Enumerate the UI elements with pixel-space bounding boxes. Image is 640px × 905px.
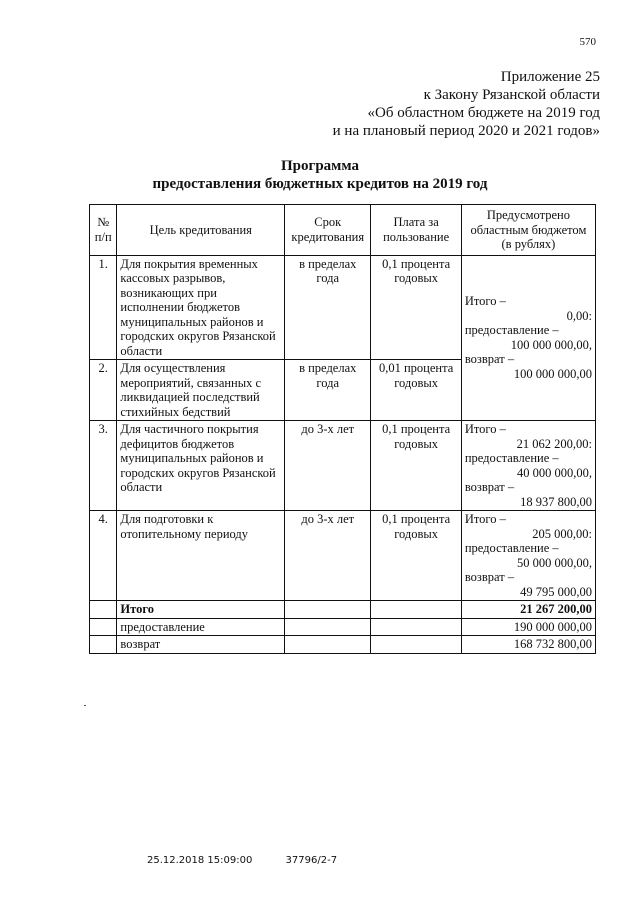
sum-vozv-value: 100 000 000,00	[513, 366, 592, 381]
sum-itogo-value: 205 000,00:	[532, 526, 592, 541]
row-sum-4	[461, 511, 595, 601]
row-goal: Для осуществления мероприятий, связанных с ликвидацией последствий стихийных бедствий	[117, 360, 285, 421]
page-number: 570	[579, 36, 596, 48]
sum-itogo-value: 0,00:	[566, 308, 592, 323]
sum-pred-value: 100 000 000,00,	[510, 337, 592, 352]
row-fee: 0,01 процента годовых	[371, 360, 461, 421]
title-line-2: предоставления бюджетных кредитов на 2019 год	[152, 176, 488, 192]
totals-itogo-label: Итого	[117, 601, 285, 619]
sum-pred-label: предоставление –	[464, 323, 559, 338]
row-term: в пределах года	[285, 255, 371, 360]
row-fee: 0,1 процента годовых	[371, 421, 461, 511]
empty-cell	[90, 618, 117, 636]
empty-cell	[371, 636, 461, 654]
row-term: до 3-х лет	[285, 511, 371, 601]
table-row	[90, 255, 596, 360]
footer-doc-id: 37796/2-7	[285, 855, 338, 866]
sum-pred-value: 50 000 000,00,	[517, 555, 592, 570]
header-sum: Предусмотрено областным бюджетом (в рублях)	[461, 205, 595, 256]
row-fee: 0,1 процента годовых	[371, 511, 461, 601]
empty-cell	[371, 601, 461, 619]
row-goal: Для подготовки к отопительному периоду	[117, 511, 285, 601]
totals-row-pred	[90, 618, 596, 636]
appendix-line-1: Приложение 25	[500, 69, 600, 85]
sum-itogo-label: Итого –	[464, 422, 506, 436]
sum-pred-value: 40 000 000,00,	[517, 465, 592, 480]
sum-vozv-label: возврат –	[464, 352, 515, 367]
sum-itogo-label: Итого –	[464, 294, 506, 309]
totals-vozv-label: возврат	[117, 636, 285, 654]
row-goal: Для частичного покрытия дефицитов бюджетов муниципальных районов и городских округов Рязанской области	[117, 421, 285, 511]
sum-vozv-label: возврат –	[464, 570, 515, 584]
empty-cell	[90, 636, 117, 654]
appendix-line-3: «Об областном бюджете на 2019 год	[367, 105, 600, 121]
row-term: в пределах года	[285, 360, 371, 421]
appendix-header	[333, 68, 600, 140]
empty-cell	[371, 618, 461, 636]
totals-row-itogo	[90, 601, 596, 619]
sum-vozv-value: 18 937 800,00	[520, 494, 592, 509]
empty-cell	[285, 636, 371, 654]
row-term: до 3-х лет	[285, 421, 371, 511]
row-fee: 0,1 процента годовых	[371, 255, 461, 360]
empty-cell	[285, 618, 371, 636]
title-line-1: Программа	[281, 158, 359, 174]
row-sum-3	[461, 421, 595, 511]
totals-pred-label: предоставление	[117, 618, 285, 636]
row-num: 3.	[90, 421, 117, 511]
header-fee: Плата за пользование	[371, 205, 461, 256]
totals-pred-value: 190 000 000,00	[461, 618, 595, 636]
sum-itogo-label: Итого –	[464, 512, 506, 526]
totals-vozv-value: 168 732 800,00	[461, 636, 595, 654]
credit-program-table	[89, 204, 596, 654]
table-row	[90, 421, 596, 511]
sum-vozv-label: возврат –	[464, 480, 515, 494]
sum-pred-label: предоставление –	[464, 541, 559, 555]
table-header-row	[90, 205, 596, 256]
row-num: 4.	[90, 511, 117, 601]
footer	[147, 855, 367, 866]
empty-cell	[90, 601, 117, 619]
row-num: 2.	[90, 360, 117, 421]
sum-vozv-value: 49 795 000,00	[520, 584, 592, 599]
sum-itogo-value: 21 062 200,00:	[516, 436, 592, 451]
table-row	[90, 511, 596, 601]
appendix-line-4: и на плановый период 2020 и 2021 годов»	[332, 123, 600, 139]
empty-cell	[285, 601, 371, 619]
header-goal: Цель кредитования	[117, 205, 285, 256]
appendix-line-2: к Закону Рязанской области	[423, 87, 600, 103]
header-term: Срок кредитования	[285, 205, 371, 256]
sum-pred-label: предоставление –	[464, 451, 559, 465]
row-num: 1.	[90, 255, 117, 360]
totals-row-vozv	[90, 636, 596, 654]
footer-datetime: 25.12.2018 15:09:00	[147, 855, 253, 866]
header-num: № п/п	[90, 205, 117, 256]
scan-speck	[84, 705, 86, 706]
row-sum-1-2	[461, 255, 595, 421]
totals-itogo-value: 21 267 200,00	[461, 601, 595, 619]
document-title	[0, 157, 640, 193]
row-goal: Для покрытия временных кассовых разрывов, возникающих при исполнении бюджетов муниципальных районов и городских округов Рязанской области	[117, 255, 285, 360]
